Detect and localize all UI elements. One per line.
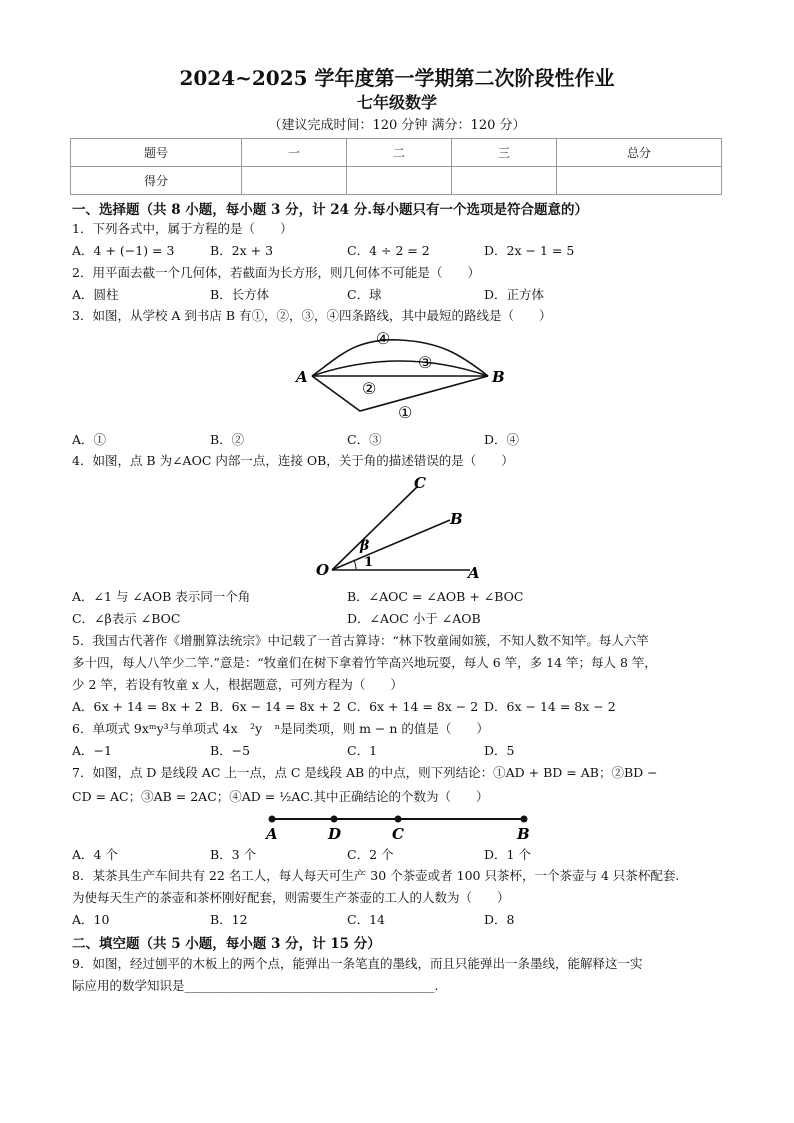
table-cell: 三 bbox=[452, 139, 557, 167]
question-stem: 9．如图，经过刨平的木板上的两个点，能弹出一条笔直的墨线，而且只能弹出一条墨线，能解释这一实 bbox=[72, 956, 643, 971]
angle-label: 1 bbox=[364, 555, 374, 570]
angle-label: β bbox=[360, 538, 370, 554]
option-d: D．1 个 bbox=[484, 847, 531, 862]
point-label: A bbox=[296, 368, 308, 386]
route-label: ④ bbox=[376, 329, 391, 348]
point-label: A bbox=[468, 564, 480, 582]
route-figure bbox=[290, 326, 520, 426]
point-label: B bbox=[517, 825, 530, 842]
option-d: D．正方体 bbox=[484, 287, 545, 302]
point-label: B bbox=[492, 368, 505, 386]
point-label: C bbox=[414, 474, 426, 492]
time-note: （建议完成时间：120 分钟 满分：120 分） bbox=[268, 118, 526, 133]
route-4-path bbox=[312, 340, 488, 376]
option-a: A．6x + 14 = 8x + 2 bbox=[72, 699, 203, 714]
option-a: A．4 个 bbox=[72, 847, 118, 862]
route-label: ② bbox=[362, 379, 377, 398]
table-cell: 总分 bbox=[557, 139, 722, 167]
table-row bbox=[71, 167, 722, 195]
question-stem: 少 2 竿，若设有牧童 x 人，根据题意，可列方程为（ ） bbox=[72, 677, 403, 692]
score-table bbox=[70, 138, 722, 195]
option-c: C．∠β表示 ∠BOC bbox=[72, 611, 181, 626]
table-cell: 二 bbox=[347, 139, 452, 167]
option-b: B．−5 bbox=[210, 743, 251, 758]
question-stem: 4．如图，点 B 为∠AOC 内部一点，连接 OB，关于角的描述错误的是（ ） bbox=[72, 453, 514, 468]
option-a: A．4 + (−1) = 3 bbox=[72, 243, 175, 258]
option-d: D．④ bbox=[484, 432, 520, 447]
option-a: A．10 bbox=[72, 912, 110, 927]
option-c: C．2 个 bbox=[347, 847, 394, 862]
question-stem: CD = AC；③AB = 2AC；④AD = ½AC.其中正确结论的个数为（ ） bbox=[72, 789, 489, 804]
option-a: A．① bbox=[72, 432, 107, 447]
option-b: B．6x − 14 = 8x + 2 bbox=[210, 699, 341, 714]
point-label: A bbox=[266, 825, 278, 842]
option-d: D．∠AOC 小于 ∠AOB bbox=[347, 611, 481, 626]
option-b: B．长方体 bbox=[210, 287, 270, 302]
option-c: C．③ bbox=[347, 432, 382, 447]
option-d: D．5 bbox=[484, 743, 515, 758]
option-a: A．−1 bbox=[72, 743, 112, 758]
option-c: C．4 ÷ 2 = 2 bbox=[347, 243, 430, 258]
option-d: D．8 bbox=[484, 912, 515, 927]
question-stem: 7．如图，点 D 是线段 AC 上一点，点 C 是线段 AB 的中点，则下列结论：①AD + BD = AB；②BD − bbox=[72, 765, 658, 780]
score-input-cell[interactable] bbox=[557, 167, 722, 195]
question-stem: 5．我国古代著作《增删算法统宗》中记载了一首古算诗：“林下牧童闹如簇，不知人数不知竿。每人六竿 bbox=[72, 633, 649, 648]
point-label: C bbox=[392, 825, 404, 842]
table-cell: 一 bbox=[242, 139, 347, 167]
point-dot bbox=[395, 816, 402, 823]
option-d: D．6x − 14 = 8x − 2 bbox=[484, 699, 616, 714]
option-c: C．14 bbox=[347, 912, 385, 927]
point-dot bbox=[331, 816, 338, 823]
option-b: B．② bbox=[210, 432, 245, 447]
option-a: A．∠1 与 ∠AOB 表示同一个角 bbox=[72, 589, 251, 604]
question-stem: 多十四，每人八竿少二竿.”意是：“牧童们在树下拿着竹竿高兴地玩耍，每人 6 竿，多 14 竿；每人 8 竿， bbox=[72, 655, 657, 670]
page-title: 2024~2025 学年度第一学期第二次阶段性作业 bbox=[179, 66, 615, 90]
ray-ob bbox=[332, 520, 450, 570]
option-c: C．6x + 14 = 8x − 2 bbox=[347, 699, 479, 714]
route-3-path bbox=[312, 361, 488, 376]
option-b: B．3 个 bbox=[210, 847, 257, 862]
route-label: ① bbox=[398, 403, 413, 422]
question-stem: 1．下列各式中，属于方程的是（ ） bbox=[72, 221, 293, 236]
option-c: C．球 bbox=[347, 287, 382, 302]
question-stem: 3．如图，从学校 A 到书店 B 有①，②，③，④四条路线，其中最短的路线是（ ） bbox=[72, 308, 552, 323]
point-label: B bbox=[450, 510, 463, 528]
table-cell: 题号 bbox=[71, 139, 242, 167]
score-input-cell[interactable] bbox=[242, 167, 347, 195]
score-input-cell[interactable] bbox=[347, 167, 452, 195]
page-subtitle: 七年级数学 bbox=[356, 93, 437, 112]
question-stem: 2．用平面去截一个几何体，若截面为长方形，则几何体不可能是（ ） bbox=[72, 265, 480, 280]
table-cell: 得分 bbox=[71, 167, 242, 195]
option-a: A．圆柱 bbox=[72, 287, 119, 302]
option-b: B．2x + 3 bbox=[210, 243, 274, 258]
question-stem: 6．单项式 9xᵐy³与单项式 4x ²y ⁿ是同类项，则 m − n 的值是（ ） bbox=[72, 721, 489, 736]
option-b: B．∠AOC = ∠AOB + ∠BOC bbox=[347, 589, 524, 604]
option-b: B．12 bbox=[210, 912, 248, 927]
option-c: C．1 bbox=[347, 743, 378, 758]
section-heading: 一、选择题（共 8 小题，每小题 3 分，计 24 分.每小题只有一个选项是符合题意的） bbox=[72, 202, 588, 218]
route-label: ③ bbox=[418, 353, 433, 372]
table-row bbox=[71, 139, 722, 167]
option-d: D．2x − 1 = 5 bbox=[484, 243, 575, 258]
question-stem: 8．某茶具生产车间共有 22 名工人，每人每天可生产 30 个茶壶或者 100 只茶杯，一个茶壶与 4 只茶杯配套. bbox=[72, 868, 680, 883]
angle-arc bbox=[354, 560, 356, 570]
point-label: O bbox=[316, 561, 330, 579]
question-stem: 际应用的数学知识是________________________________________. bbox=[72, 978, 439, 993]
section-heading: 二、填空题（共 5 小题，每小题 3 分，计 15 分） bbox=[72, 936, 381, 952]
score-input-cell[interactable] bbox=[452, 167, 557, 195]
question-stem: 为使每天生产的茶壶和茶杯刚好配套，则需要生产茶壶的工人的人数为（ ） bbox=[72, 890, 510, 905]
angle-figure bbox=[310, 472, 490, 582]
point-label: D bbox=[328, 825, 342, 842]
point-dot bbox=[269, 816, 276, 823]
point-dot bbox=[521, 816, 528, 823]
ray-oc bbox=[332, 486, 418, 570]
segment-figure bbox=[262, 810, 542, 842]
